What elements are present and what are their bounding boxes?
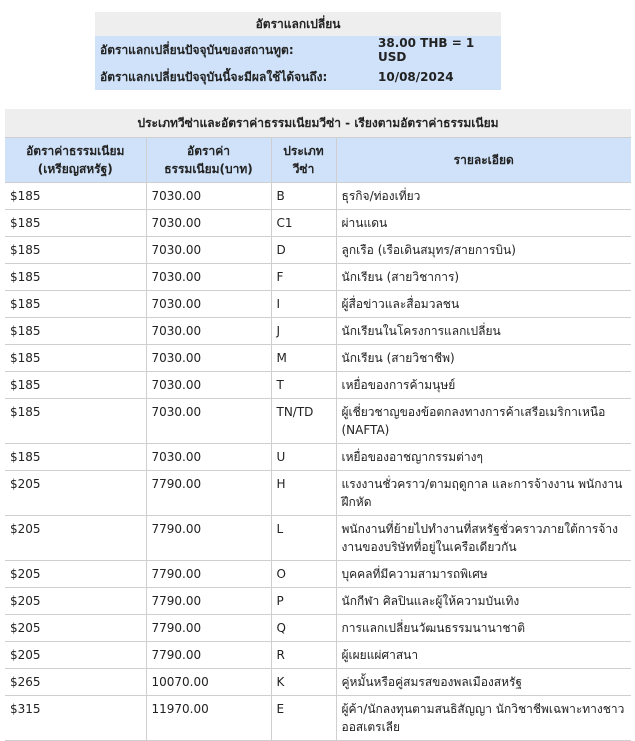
fee-usd-cell: $205 <box>5 471 146 516</box>
fee-thb-cell: 7030.00 <box>146 237 271 264</box>
fee-thb-cell: 7030.00 <box>146 264 271 291</box>
visa-type-cell: H <box>271 471 336 516</box>
fee-usd-cell: $185 <box>5 291 146 318</box>
fee-thb-cell: 11970.00 <box>146 696 271 741</box>
fee-table-header <box>5 138 631 183</box>
fee-usd-cell: $205 <box>5 642 146 669</box>
table-row <box>5 291 631 318</box>
detail-cell: นักเรียน (สายวิชาชีพ) <box>336 345 631 372</box>
fee-usd-cell: $185 <box>5 237 146 264</box>
detail-cell: นักเรียน (สายวิชาการ) <box>336 264 631 291</box>
fee-usd-cell: $185 <box>5 345 146 372</box>
detail-cell: ผ่านแดน <box>336 210 631 237</box>
fee-thb-cell: 7790.00 <box>146 516 271 561</box>
fee-usd-cell: $185 <box>5 210 146 237</box>
table-row <box>5 318 631 345</box>
exchange-rate-title: อัตราแลกเปลี่ยน <box>95 12 501 36</box>
visa-type-cell: O <box>271 561 336 588</box>
detail-cell: ลูกเรือ (เรือเดินสมุทร/สายการบิน) <box>336 237 631 264</box>
visa-type-cell: P <box>271 588 336 615</box>
fee-usd-cell: $185 <box>5 399 146 444</box>
fee-thb-cell: 7030.00 <box>146 318 271 345</box>
header-visa-type <box>271 138 336 183</box>
table-row <box>5 696 631 741</box>
detail-cell: ผู้เผยแผ่ศาสนา <box>336 642 631 669</box>
valid-until-label: อัตราแลกเปลี่ยนปัจจุบันนี้จะมีผลใช้ได้จนถึง: <box>95 64 373 90</box>
detail-cell: ผู้ค้า/นักลงทุนตามสนธิสัญญา นักวิชาชีพเฉพาะทางชาวออสเตรเลีย <box>336 696 631 741</box>
fee-thb-cell: 7790.00 <box>146 561 271 588</box>
visa-type-cell: TN/TD <box>271 399 336 444</box>
visa-type-cell: D <box>271 237 336 264</box>
fee-usd-cell: $185 <box>5 264 146 291</box>
fee-usd-cell: $205 <box>5 561 146 588</box>
table-row <box>5 372 631 399</box>
table-row <box>5 264 631 291</box>
detail-cell: นักกีฬา ศิลปินและผู้ให้ความบันเทิง <box>336 588 631 615</box>
fee-thb-cell: 7790.00 <box>146 642 271 669</box>
detail-cell: คู่หมั้นหรือคู่สมรสของพลเมืองสหรัฐ <box>336 669 631 696</box>
table-row <box>5 210 631 237</box>
table-row <box>5 642 631 669</box>
table-row <box>5 669 631 696</box>
table-row <box>5 399 631 444</box>
table-row <box>5 444 631 471</box>
table-row <box>5 516 631 561</box>
visa-type-cell: E <box>271 696 336 741</box>
detail-cell: เหยื่อของการค้ามนุษย์ <box>336 372 631 399</box>
valid-until-row <box>95 64 501 90</box>
detail-cell: แรงงานชั่วคราว/ตามฤดูกาล และการจ้างงาน พนักงานฝึกหัด <box>336 471 631 516</box>
detail-cell: ผู้เชี่ยวชาญของข้อตกลงทางการค้าเสรีอเมริกาเหนือ (NAFTA) <box>336 399 631 444</box>
header-fee-usd-line1: อัตราค่าธรรมเนียม <box>26 144 125 158</box>
header-fee-usd-line2: (เหรียญสหรัฐ) <box>37 162 113 176</box>
fee-thb-cell: 7030.00 <box>146 399 271 444</box>
fee-thb-cell: 7030.00 <box>146 372 271 399</box>
fee-thb-cell: 10070.00 <box>146 669 271 696</box>
visa-type-cell: R <box>271 642 336 669</box>
fee-thb-cell: 7030.00 <box>146 183 271 210</box>
fee-usd-cell: $185 <box>5 444 146 471</box>
visa-type-cell: K <box>271 669 336 696</box>
visa-type-cell: B <box>271 183 336 210</box>
detail-cell: ธุรกิจ/ท่องเที่ยว <box>336 183 631 210</box>
current-rate-row <box>95 36 501 64</box>
table-row <box>5 588 631 615</box>
header-detail: รายละเอียด <box>336 138 631 183</box>
header-fee-thb-line1: อัตราค่า <box>187 144 230 158</box>
detail-cell: ผู้สื่อข่าวและสื่อมวลชน <box>336 291 631 318</box>
fee-thb-cell: 7030.00 <box>146 210 271 237</box>
fee-table-body <box>5 183 631 741</box>
detail-cell: เหยื่อของอาชญากรรมต่างๆ <box>336 444 631 471</box>
header-visa-type-line1: ประเภท <box>283 144 324 158</box>
current-rate-label: อัตราแลกเปลี่ยนปัจจุบันของสถานทูต: <box>95 36 373 64</box>
visa-type-cell: J <box>271 318 336 345</box>
visa-type-cell: L <box>271 516 336 561</box>
header-fee-thb <box>146 138 271 183</box>
detail-cell: นักเรียนในโครงการแลกเปลี่ยน <box>336 318 631 345</box>
exchange-rate-box <box>95 12 501 90</box>
visa-type-cell: Q <box>271 615 336 642</box>
visa-type-cell: U <box>271 444 336 471</box>
fee-usd-cell: $185 <box>5 372 146 399</box>
detail-cell: การแลกเปลี่ยนวัฒนธรรมนานาชาติ <box>336 615 631 642</box>
table-row <box>5 615 631 642</box>
visa-type-cell: M <box>271 345 336 372</box>
table-row <box>5 183 631 210</box>
fee-usd-cell: $315 <box>5 696 146 741</box>
detail-cell: พนักงานที่ย้ายไปทำงานที่สหรัฐชั่วคราวภายใต้การจ้างงานของบริษัทที่อยู่ในเครือเดียวกัน <box>336 516 631 561</box>
fee-thb-cell: 7030.00 <box>146 444 271 471</box>
fee-usd-cell: $205 <box>5 588 146 615</box>
table-row <box>5 237 631 264</box>
visa-type-cell: I <box>271 291 336 318</box>
visa-type-cell: C1 <box>271 210 336 237</box>
fee-thb-cell: 7790.00 <box>146 588 271 615</box>
fee-thb-cell: 7790.00 <box>146 471 271 516</box>
valid-until-value: 10/08/2024 <box>373 64 501 90</box>
fee-thb-cell: 7030.00 <box>146 345 271 372</box>
visa-type-cell: F <box>271 264 336 291</box>
header-fee-thb-line2: ธรรมเนียม(บาท) <box>164 162 253 176</box>
header-fee-usd <box>5 138 146 183</box>
fee-usd-cell: $185 <box>5 318 146 345</box>
fee-table-title: ประเภทวีซ่าและอัตราค่าธรรมเนียมวีซ่า - เรียงตามอัตราค่าธรรมเนียม <box>5 109 631 138</box>
fee-usd-cell: $265 <box>5 669 146 696</box>
fee-usd-cell: $205 <box>5 516 146 561</box>
fee-thb-cell: 7790.00 <box>146 615 271 642</box>
fee-usd-cell: $205 <box>5 615 146 642</box>
header-visa-type-line2: วีซ่า <box>292 162 315 176</box>
current-rate-value: 38.00 THB = 1 USD <box>373 36 501 64</box>
table-row <box>5 471 631 516</box>
fee-thb-cell: 7030.00 <box>146 291 271 318</box>
fee-usd-cell: $185 <box>5 183 146 210</box>
table-row <box>5 345 631 372</box>
table-row <box>5 561 631 588</box>
detail-cell: บุคคลที่มีความสามารถพิเศษ <box>336 561 631 588</box>
visa-type-cell: T <box>271 372 336 399</box>
visa-fee-table <box>5 109 631 741</box>
